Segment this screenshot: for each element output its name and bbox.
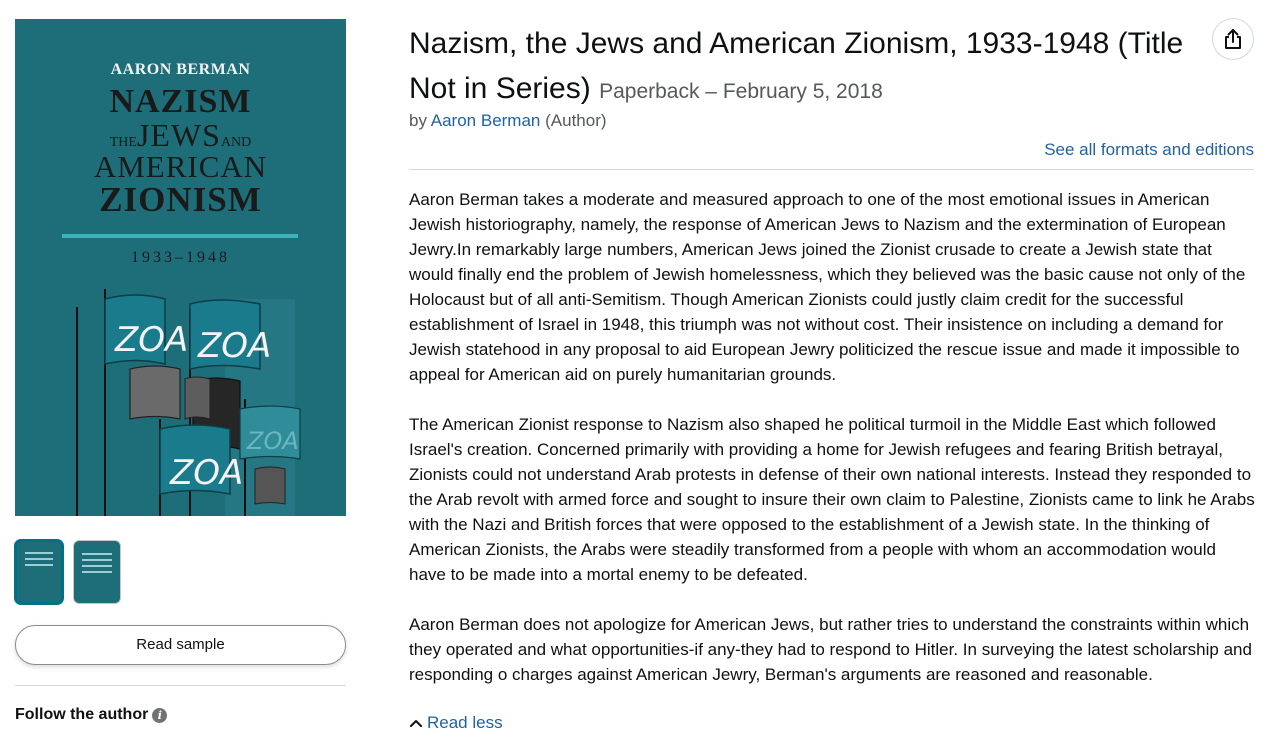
product-title: [409, 21, 1209, 114]
share-icon: [1222, 28, 1244, 50]
thumbnail-detail: [25, 552, 53, 554]
follow-the-author-heading: [15, 706, 167, 724]
thumbnail-image: [19, 544, 59, 600]
info-icon[interactable]: i: [152, 708, 167, 723]
share-button[interactable]: [1212, 18, 1254, 60]
byline-prefix: by: [409, 111, 427, 130]
cover-flags-illustration: [15, 269, 346, 516]
cover-title-small-word: THE: [109, 135, 137, 150]
book-description: [409, 187, 1257, 712]
thumbnail-front-cover[interactable]: [15, 540, 63, 604]
chevron-up-icon: [409, 718, 423, 728]
thumbnail-detail: [82, 559, 112, 561]
svg-text:ZOA: ZOA: [115, 320, 189, 360]
follow-the-author-label: Follow the author: [15, 706, 149, 723]
cover-title-line: NAZISM: [109, 83, 252, 120]
cover-title-line: AMERICAN: [93, 149, 268, 184]
cover-title-line: [15, 119, 346, 151]
description-paragraph: Aaron Berman takes a moderate and measured approach to one of the most emotional issues in American Jewish historiography, namely, the response of American Jews to Nazism and the extermination of European Jewry.In remarkably large numbers, American Jews joined the Zionist crusade to create a Jewish state that would finally end the problem of Jewish homelessness, which they believed was the basic cause not only of the Holocaust but of all anti-Semitism. Though American Zionists could justly claim credit for the successful establishment of Israel in 1948, this triumph was not without cost. Their insistence on including a demand for Jewish statehood in any proposal to aid European Jewry politicized the rescue issue and made it impossible to appeal for American aid on purely humanitarian grounds.: [409, 190, 1246, 384]
thumbnail-image: [76, 543, 118, 601]
thumbnail-detail: [25, 558, 53, 560]
svg-text:ZOA: ZOA: [198, 326, 272, 366]
thumbnail-back-cover[interactable]: [73, 540, 121, 604]
thumbnail-detail: [25, 564, 53, 566]
svg-text:ZOA: ZOA: [247, 427, 299, 455]
book-cover-image[interactable]: [15, 19, 346, 516]
description-paragraph: Aaron Berman does not apologize for American Jews, but rather tries to understand the constraints within which they operated and what opportunities-if any-they had to respond to Hitler. In surveying the latest scholarship and responding o charges against American Jewry, Berman's arguments are reasoned and reasonable.: [409, 615, 1252, 684]
author-link[interactable]: Aaron Berman: [430, 111, 541, 130]
product-title-text: Nazism, the Jews and American Zionism, 1933-1948 (Title Not in Series): [409, 27, 1184, 105]
cover-divider: [62, 234, 298, 238]
cover-title: [15, 85, 346, 217]
cover-title-word: JEWS: [136, 117, 221, 153]
cover-author: AARON BERMAN: [110, 61, 251, 78]
see-all-formats-link[interactable]: See all formats and editions: [1044, 140, 1254, 159]
cover-title-line: ZIONISM: [99, 180, 262, 219]
thumbnail-detail: [82, 571, 112, 573]
author-role: (Author): [545, 111, 607, 130]
cover-title-small-word: AND: [220, 135, 252, 150]
thumbnail-detail: [82, 565, 112, 567]
divider: [15, 685, 346, 686]
byline: [409, 111, 607, 131]
read-sample-button[interactable]: Read sample: [15, 625, 346, 665]
read-less-label: Read less: [427, 713, 503, 732]
divider: [409, 169, 1254, 170]
cover-years: 1933–1948: [131, 249, 230, 266]
description-paragraph: The American Zionist response to Nazism also shaped he political turmoil in the Middle East which followed Israel's creation. Concerned primarily with providing a home for Jewish refugees and fearing British betrayal, Zionists could not understand Arab protests in defense of their own national interests. Instead they responded to the Arab revolt with armed force and sought to insure their own claim to Palestine, Zionists came to link he Arabs with the Nazi and British forces that were opposed to the establishment of a Jewish state. In the thinking of American Zionists, the Arabs were steadily transformed from a people with whom an accommodation would have to be made into a mortal enemy to be defeated.: [409, 415, 1255, 584]
svg-text:ZOA: ZOA: [170, 453, 244, 493]
read-less-link[interactable]: [409, 713, 503, 733]
thumbnail-detail: [82, 553, 112, 555]
product-format: Paperback – February 5, 2018: [599, 80, 883, 103]
